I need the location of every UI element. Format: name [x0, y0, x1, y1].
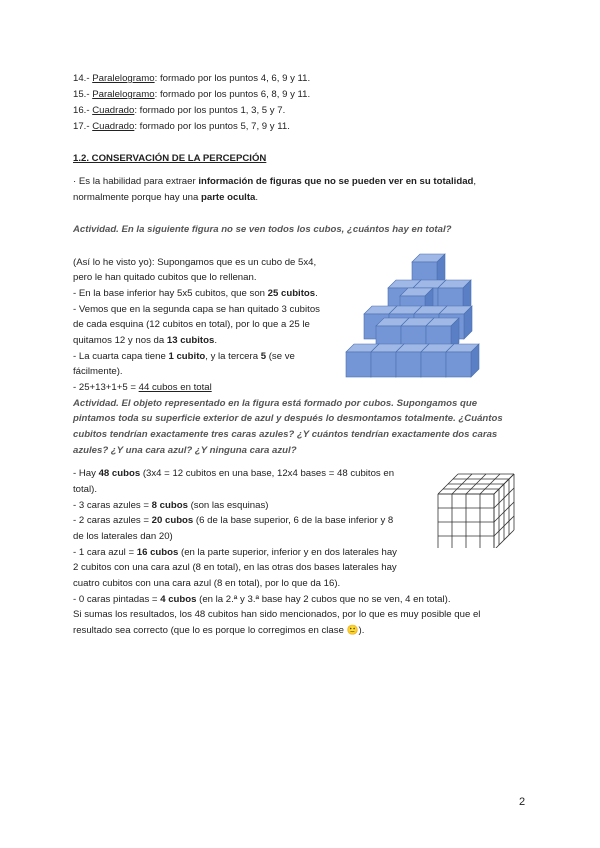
definition-bold: parte oculta: [201, 192, 256, 203]
solution-text: (son las esquinas): [187, 500, 269, 511]
list-number: 14.-: [73, 73, 93, 84]
solution-text: (3x4 = 12 cubitos en una base, 12x4 bases = 48 cubitos en: [140, 468, 395, 479]
solution-text: - Hay: [73, 468, 99, 479]
solution-bold: 5: [260, 351, 267, 362]
shape-name: Cuadrado: [92, 105, 135, 116]
solution-text: (en la parte superior, inferior y en dos laterales hay: [178, 547, 397, 558]
cube-block: [446, 344, 479, 377]
solution-bold: 20 cubos: [151, 515, 194, 526]
definition-text: ,: [473, 176, 477, 187]
list-text: : formado por los puntos 4, 6, 9 y 11.: [154, 73, 311, 84]
activity-title: Actividad. El objeto representado en la figura está formado por cubos. Supongamos que: [73, 398, 478, 409]
solution-text: - 2 caras azules =: [73, 515, 152, 526]
solution-text: (en la 2.ª y 3.ª base hay 2 cubos que no se ven, 4 en total).: [196, 594, 451, 605]
solution-line: [73, 286, 318, 302]
solution-line: [73, 333, 217, 349]
solution-bold: 8 cubos: [151, 500, 188, 511]
solution-line: pero le han quitado cubitos que lo rellenan.: [73, 272, 257, 283]
solution-bold: 4 cubos: [160, 594, 197, 605]
definition-text: .: [255, 192, 259, 203]
shape-name: Cuadrado: [92, 121, 135, 132]
list-text: : formado por los puntos 5, 7, 9 y 11.: [134, 121, 290, 132]
solution-bold: 25 cubitos: [267, 288, 316, 299]
solution-line: de cada esquina (12 cubitos en total), por lo que a 25 le: [73, 319, 310, 330]
list-item: [73, 103, 285, 119]
solution-line: [73, 380, 212, 396]
solution-line: [73, 466, 394, 482]
list-item: [73, 87, 310, 103]
solution-text: - 3 caras azules =: [73, 500, 152, 511]
solution-bold: 13 cubitos: [166, 335, 215, 346]
solution-text: - En la base inferior hay 5x5 cubitos, que son: [73, 288, 268, 299]
solution-text: - 25+13+1+5 =: [73, 382, 139, 393]
solution-line: [73, 349, 295, 365]
list-text: : formado por los puntos 6, 8, 9 y 11.: [154, 89, 311, 100]
page-number: 2: [519, 796, 526, 808]
list-item: [73, 71, 310, 87]
solution-text: , y la tercera: [205, 351, 261, 362]
list-number: 15.-: [73, 89, 93, 100]
solution-bold: 16 cubos: [136, 547, 179, 558]
list-item: [73, 119, 290, 135]
list-text: : formado por los puntos 1, 3, 5 y 7.: [134, 105, 286, 116]
list-number: 17.-: [73, 121, 93, 132]
definition-text: normalmente porque hay una: [73, 192, 201, 203]
section-title: 1.2. CONSERVACIÓN DE LA PERCEPCIÓN: [73, 153, 267, 164]
solution-line: fácilmente).: [73, 366, 123, 377]
solution-text: quitamos 12 y nos da: [73, 335, 167, 346]
solution-total: 44 cubos en total: [138, 382, 212, 393]
solution-text: - 1 cara azul =: [73, 547, 137, 558]
definition-bold: información de figuras que no se pueden ver en su totalidad: [198, 176, 474, 187]
solution-line: - Vemos que en la segunda capa se han quitado 3 cubitos: [73, 304, 320, 315]
cube-pyramid-figure: [340, 250, 520, 390]
solution-text: (6 de la base superior, 6 de la base inferior y 8: [193, 515, 394, 526]
solution-line: de los laterales dan 20): [73, 531, 173, 542]
activity-title: Actividad. En la siguiente figura no se ven todos los cubos, ¿cuántos hay en total?: [73, 224, 452, 235]
definition-line: [73, 190, 258, 206]
activity-title: pintamos toda su superficie exterior de azul y después lo desmontamos totalmente. ¿Cuántos: [73, 413, 503, 424]
wireframe-cube-figure: [432, 468, 532, 548]
solution-line: [73, 513, 393, 529]
solution-bold: 48 cubos: [98, 468, 141, 479]
solution-line: [73, 545, 397, 561]
list-number: 16.-: [73, 105, 93, 116]
solution-line: resultado sea correcto (que lo es porque lo corregimos en clase 🙂).: [73, 625, 365, 636]
solution-line: total).: [73, 484, 97, 495]
solution-line: cuatro cubitos con una cara azul (8 en total), por lo que da 16).: [73, 578, 341, 589]
solution-line: 2 cubitos con una cara azul (8 en total), en las otras dos bases laterales hay: [73, 562, 397, 573]
solution-text: - 0 caras pintadas =: [73, 594, 161, 605]
shape-name: Paralelogramo: [92, 89, 155, 100]
solution-line: (Así lo he visto yo): Supongamos que es un cubo de 5x4,: [73, 257, 317, 268]
solution-bold: 1 cubito: [168, 351, 206, 362]
activity-title: azules? ¿Y una cara azul? ¿Y ninguna cara azul?: [73, 445, 297, 456]
solution-line: Si sumas los resultados, los 48 cubitos han sido mencionados, por lo que es muy posible que el: [73, 609, 481, 620]
solution-line: [73, 592, 451, 608]
activity-title: cubitos tendrían exactamente tres caras azules? ¿Y cuántos tendrían exactamente dos caras: [73, 429, 498, 440]
solution-text: .: [315, 288, 318, 299]
solution-text: (se ve: [266, 351, 295, 362]
definition-line: [73, 174, 476, 190]
shape-name: Paralelogramo: [92, 73, 155, 84]
definition-text: · Es la habilidad para extraer: [73, 176, 199, 187]
solution-line: [73, 498, 268, 514]
solution-text: - La cuarta capa tiene: [73, 351, 169, 362]
solution-text: .: [214, 335, 217, 346]
